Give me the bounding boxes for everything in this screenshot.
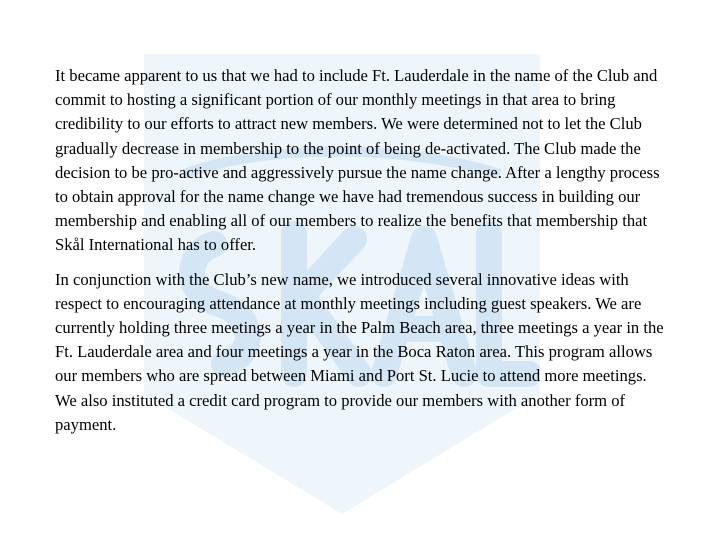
document-body [55,64,667,437]
paragraph-meeting-program: In conjunction with the Club’s new name, we introduced several innovative ideas with respect to encouraging attendance at monthly meetings including guest speakers. We are currently holding three meetings a year in the Palm Beach area, three meetings a year in the Ft. Lauderdale area and four meetings a year in the Boca Raton area. This program allows our members who are spread between Miami and Port St. Lucie to attend more meetings. We also instituted a credit card program to provide our members with another form of payment. [55,269,664,434]
paragraph-club-name-change: It became apparent to us that we had to include Ft. Lauderdale in the name of the Club and commit to hosting a significant portion of our monthly meetings in that area to bring credibility to our efforts to attract new members. We were determined not to let the Club gradually decrease in membership to the point of being de-activated. The Club made the decision to be pro-active and aggressively pursue the name change. After a lengthy process to obtain approval for the name change we have had tremendous success in building our membership and enabling all of our members to realize the benefits that membership that Skål International has to offer. [55,66,660,255]
